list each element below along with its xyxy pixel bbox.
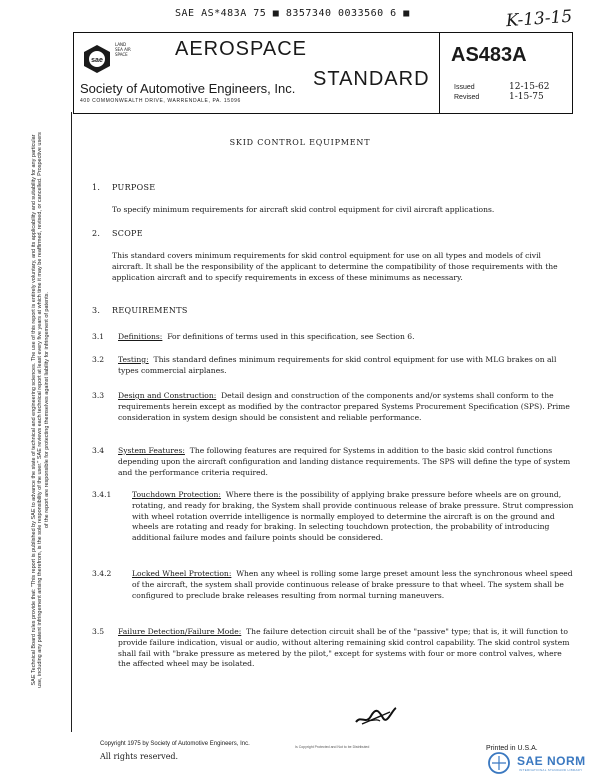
section-3-heading (92, 306, 188, 315)
handwritten-signature (353, 703, 399, 727)
subsection-label: System Features: (118, 446, 185, 455)
logo-text: LAND SEA AIR SPACE (115, 42, 131, 57)
issued-label: Issued (454, 84, 475, 91)
side-notice-text: SAE Technical Board rules provide that: "This report is published by SAE to advance the state of technical and engineering sciences. The use of this report is entirely voluntary, and its applicability and suitability for any particular use, including any patent infringement arising therefrom, is the sole responsibility of the user." SAE reviews each technical report at least every five years at which time it may be reaffirmed, revised, or cancelled. Prospective users of the report are responsible for protecting themselves against liability for infringement of patents. (31, 132, 50, 688)
section-title: PURPOSE (112, 183, 156, 192)
section-2-text: This standard covers minimum requirements for skid control equipment for use on all types and models of civil aircraft. It shall be the responsibility of the applicant to determine the compatibility of those requirements with the application aircraft and to specify requirements in excess of these minimums as necessary. (112, 251, 558, 282)
sae-norm-subtitle: INTERNATIONAL STANDARD LIBRARY (519, 768, 583, 772)
document-control-code: SAE AS*483A 75 ■ 8357340 0033560 6 ■ (175, 8, 410, 19)
subsection-label: Locked Wheel Protection: (132, 569, 232, 578)
section-3-2 (92, 355, 574, 377)
header-divider (439, 32, 440, 113)
subsection-label: Testing: (118, 355, 149, 364)
section-2-heading (92, 229, 143, 238)
section-3-4-1 (92, 490, 574, 544)
subsection-text: When any wheel is rolling some large preset amount less the synchronous wheel speed of the aircraft, the system shall provide continuous release of brake pressure to that wheel. The system shall be configured to preclude brake releases resulting from normal turning maneuvers. (132, 569, 573, 600)
side-notice (27, 130, 87, 690)
subsection-number: 3.2 (92, 355, 105, 364)
subsection-number: 3.5 (92, 627, 105, 636)
bottom-code: Is Copyright Protected and Not to be Distributed (295, 745, 370, 749)
subsection-text: The following features are required for Systems in addition to the basic skid control functions depending upon the aircraft configuration and landing distance requirements. The SPS will define the type of system and the performance criteria required. (118, 446, 571, 477)
section-3-4-2 (92, 569, 574, 601)
subsection-number: 3.1 (92, 332, 105, 341)
subsection-number: 3.4.2 (92, 569, 112, 578)
subsection-label: Touchdown Protection: (132, 490, 221, 499)
section-3-4 (92, 446, 574, 478)
section-number: 2. (92, 229, 101, 238)
subsection-text: For definitions of terms used in this specification, see Section 6. (167, 332, 415, 341)
sae-logo-icon (82, 44, 112, 74)
section-3-5 (92, 627, 574, 670)
document-title: SKID CONTROL EQUIPMENT (229, 138, 371, 147)
issued-date: 12-15-62 (509, 82, 550, 92)
subsection-number: 3.4.1 (92, 490, 112, 499)
banner-aerospace: AEROSPACE (175, 38, 307, 60)
section-number: 1. (92, 183, 101, 192)
copyright: Copyright 1975 by Society of Automotive Engineers, Inc. (100, 741, 250, 747)
section-3-1 (92, 332, 574, 343)
svg-text:sae: sae (91, 57, 103, 64)
handwritten-note: K-13-15 (505, 6, 573, 32)
banner-standard: STANDARD (313, 68, 430, 90)
section-title: REQUIREMENTS (112, 306, 188, 315)
organization-address: 400 COMMONWEALTH DRIVE, WARRENDALE, PA. 15096 (80, 98, 241, 104)
subsection-text: Detail design and construction of the components and/or systems shall conform to the requirements herein except as modified by the contractor prepared Systems Procurement Specification (SPS). Prime consideration in system design should be consistent and reliable performance. (118, 391, 570, 422)
document-number: AS483A (451, 44, 527, 66)
subsection-label: Design and Construction: (118, 391, 217, 400)
subsection-text: This standard defines minimum requirements for skid control equipment for use with MLG brakes on all types commercial airplanes. (118, 355, 557, 375)
subsection-number: 3.3 (92, 391, 105, 400)
section-number: 3. (92, 306, 101, 315)
organization-name: Society of Automotive Engineers, Inc. (80, 81, 296, 96)
subsection-label: Definitions: (118, 332, 163, 341)
sae-norm-text: SAE NORM (517, 754, 586, 768)
section-1-text: To specify minimum requirements for aircraft skid control equipment for civil aircraft applications. (112, 205, 495, 214)
printed-in-usa: Printed in U.S.A. (486, 745, 538, 752)
subsection-number: 3.4 (92, 446, 105, 455)
section-1-heading (92, 183, 155, 192)
subsection-text: Where there is the possibility of applying brake pressure before wheels are on ground, rotating, and ready for braking, the System shall provide continuous release of brake pressure. Strut compression with wheel rotation override intelligence is normally employed to determine the aircraft is on the ground and wheels are rotating and ready for braking. In selecting touchdown protection, the probability of introducing additional failure modes and failure points should be considered. (132, 490, 574, 543)
subsection-text: The failure detection circuit shall be of the "passive" type; that is, it will function to provide failure indication, visual or audio, without altering remaining skid control capability. The skid control system shall fail with "brake pressure as metered by the pilot," except for systems with four or more control valves, where the affected wheel may be isolated. (118, 627, 570, 669)
revised-label: Revised (454, 94, 480, 101)
section-3-3 (92, 391, 574, 423)
subsection-label: Failure Detection/Failure Mode: (118, 627, 242, 636)
section-title: SCOPE (112, 229, 143, 238)
rights-reserved: All rights reserved. (100, 752, 179, 761)
revised-date: 1-15-75 (509, 92, 544, 102)
